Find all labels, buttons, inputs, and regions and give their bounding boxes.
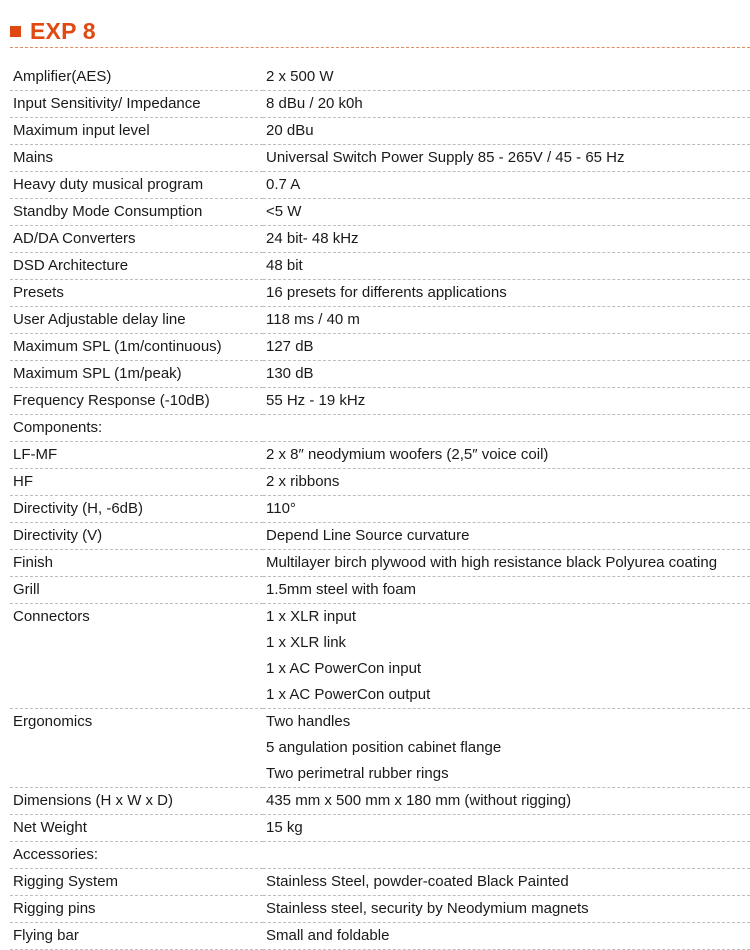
spec-table xyxy=(10,64,750,950)
spec-value: Universal Switch Power Supply 85 - 265V / 45 - 65 Hz xyxy=(266,149,625,166)
spec-value: 20 dBu xyxy=(266,122,314,139)
spec-value-cell xyxy=(263,280,750,307)
spec-row xyxy=(10,226,750,253)
spec-table-body xyxy=(10,64,750,950)
spec-row xyxy=(10,869,750,896)
spec-label: Grill xyxy=(13,581,40,598)
spec-row xyxy=(10,91,750,118)
spec-value-cell xyxy=(263,442,750,469)
spec-label: Amplifier(AES) xyxy=(13,68,112,85)
spec-row xyxy=(10,550,750,577)
spec-value: Small and foldable xyxy=(266,927,390,944)
spec-value-cell xyxy=(263,145,750,172)
spec-value: 8 dBu / 20 k0h xyxy=(266,95,363,112)
spec-row xyxy=(10,118,750,145)
spec-row xyxy=(10,896,750,923)
spec-row xyxy=(10,280,750,307)
spec-value-cell xyxy=(263,91,750,118)
spec-value: Two handles xyxy=(266,713,351,730)
spec-value: 1 x AC PowerCon input xyxy=(266,660,422,677)
spec-row xyxy=(10,442,750,469)
spec-value-cell xyxy=(263,604,750,709)
spec-value: 2 x ribbons xyxy=(266,473,340,490)
spec-label: Rigging System xyxy=(13,873,119,890)
spec-label: Directivity (V) xyxy=(13,527,103,544)
page-title: EXP 8 xyxy=(30,18,96,44)
spec-value-cell xyxy=(263,923,750,950)
spec-value-cell xyxy=(263,64,750,91)
spec-row xyxy=(10,815,750,842)
spec-value-cell xyxy=(263,172,750,199)
square-bullet-icon xyxy=(10,26,21,37)
spec-label: Accessories: xyxy=(13,846,99,863)
spec-row xyxy=(10,415,750,442)
spec-value-cell xyxy=(263,896,750,923)
spec-value-cell xyxy=(263,496,750,523)
spec-value: Stainless steel, security by Neodymium magnets xyxy=(266,900,589,917)
spec-value-cell xyxy=(263,334,750,361)
spec-value: 48 bit xyxy=(266,257,303,274)
spec-row xyxy=(10,172,750,199)
spec-value-cell xyxy=(263,253,750,280)
spec-label: AD/DA Converters xyxy=(13,230,136,247)
spec-label: Directivity (H, -6dB) xyxy=(13,500,144,517)
spec-label: Flying bar xyxy=(13,927,79,944)
spec-label: Net Weight xyxy=(13,819,87,836)
spec-value-cell xyxy=(263,709,750,788)
spec-value-cell xyxy=(263,199,750,226)
spec-label: Heavy duty musical program xyxy=(13,176,204,193)
spec-value: Stainless Steel, powder-coated Black Painted xyxy=(266,873,569,890)
spec-value-cell xyxy=(263,550,750,577)
spec-label: Presets xyxy=(13,284,64,301)
spec-label: Input Sensitivity/ Impedance xyxy=(13,95,201,112)
spec-value: 16 presets for differents applications xyxy=(266,284,507,301)
spec-label: Connectors xyxy=(13,608,90,625)
spec-label: User Adjustable delay line xyxy=(13,311,186,328)
spec-value xyxy=(266,842,750,868)
spec-value: 0.7 A xyxy=(266,176,301,193)
spec-row xyxy=(10,199,750,226)
spec-row xyxy=(10,923,750,950)
spec-value: 24 bit- 48 kHz xyxy=(266,230,359,247)
spec-value: 1 x AC PowerCon output xyxy=(266,686,431,703)
spec-row xyxy=(10,361,750,388)
spec-value-cell xyxy=(263,469,750,496)
spec-value: 130 dB xyxy=(266,365,314,382)
spec-value-cell xyxy=(263,842,750,869)
spec-label: LF-MF xyxy=(13,446,58,463)
spec-value: 55 Hz - 19 kHz xyxy=(266,392,366,409)
spec-label: HF xyxy=(13,473,33,490)
spec-value-cell xyxy=(263,815,750,842)
spec-value-cell xyxy=(263,307,750,334)
spec-value-cell xyxy=(263,523,750,550)
spec-row xyxy=(10,64,750,91)
spec-value-cell xyxy=(263,577,750,604)
spec-row xyxy=(10,496,750,523)
spec-row xyxy=(10,842,750,869)
spec-value xyxy=(266,415,750,441)
spec-value: Two perimetral rubber rings xyxy=(266,765,449,782)
spec-value: 2 x 500 W xyxy=(266,68,334,85)
spec-value: Depend Line Source curvature xyxy=(266,527,470,544)
spec-value: 5 angulation position cabinet flange xyxy=(266,739,502,756)
spec-row xyxy=(10,334,750,361)
spec-label: Dimensions (H x W x D) xyxy=(13,792,174,809)
spec-label: Maximum SPL (1m/peak) xyxy=(13,365,182,382)
spec-row xyxy=(10,253,750,280)
spec-value: 127 dB xyxy=(266,338,314,355)
section-header xyxy=(10,16,750,48)
spec-row xyxy=(10,788,750,815)
spec-label: Standby Mode Consumption xyxy=(13,203,203,220)
spec-label: Maximum SPL (1m/continuous) xyxy=(13,338,222,355)
spec-value: 15 kg xyxy=(266,819,303,836)
spec-value: 435 mm x 500 mm x 180 mm (without rigging) xyxy=(266,792,572,809)
spec-value: 1 x XLR link xyxy=(266,634,347,651)
spec-value: 2 x 8″ neodymium woofers (2,5″ voice coil) xyxy=(266,446,549,463)
spec-row xyxy=(10,388,750,415)
spec-row xyxy=(10,577,750,604)
spec-row xyxy=(10,523,750,550)
spec-label: Rigging pins xyxy=(13,900,96,917)
spec-row xyxy=(10,145,750,172)
spec-row xyxy=(10,709,750,788)
spec-label: Ergonomics xyxy=(13,713,93,730)
spec-value-cell xyxy=(263,869,750,896)
spec-label: Finish xyxy=(13,554,54,571)
spec-value-cell xyxy=(263,118,750,145)
spec-label: Frequency Response (-10dB) xyxy=(13,392,210,409)
spec-label: Mains xyxy=(13,149,54,166)
spec-value: 110° xyxy=(266,500,296,517)
spec-value-cell xyxy=(263,788,750,815)
spec-row xyxy=(10,469,750,496)
spec-value-cell xyxy=(263,388,750,415)
spec-value: 118 ms / 40 m xyxy=(266,311,360,328)
spec-value-cell xyxy=(263,415,750,442)
spec-value: 1.5mm steel with foam xyxy=(266,581,417,598)
spec-value: 1 x XLR input xyxy=(266,608,357,625)
spec-label: Maximum input level xyxy=(13,122,150,139)
spec-label: Components: xyxy=(13,419,103,436)
spec-value-cell xyxy=(263,361,750,388)
spec-value: <5 W xyxy=(266,203,302,220)
spec-value-cell xyxy=(263,226,750,253)
spec-label: DSD Architecture xyxy=(13,257,129,274)
spec-value: Multilayer birch plywood with high resistance black Polyurea coating xyxy=(266,554,718,571)
spec-row xyxy=(10,307,750,334)
spec-row xyxy=(10,604,750,709)
